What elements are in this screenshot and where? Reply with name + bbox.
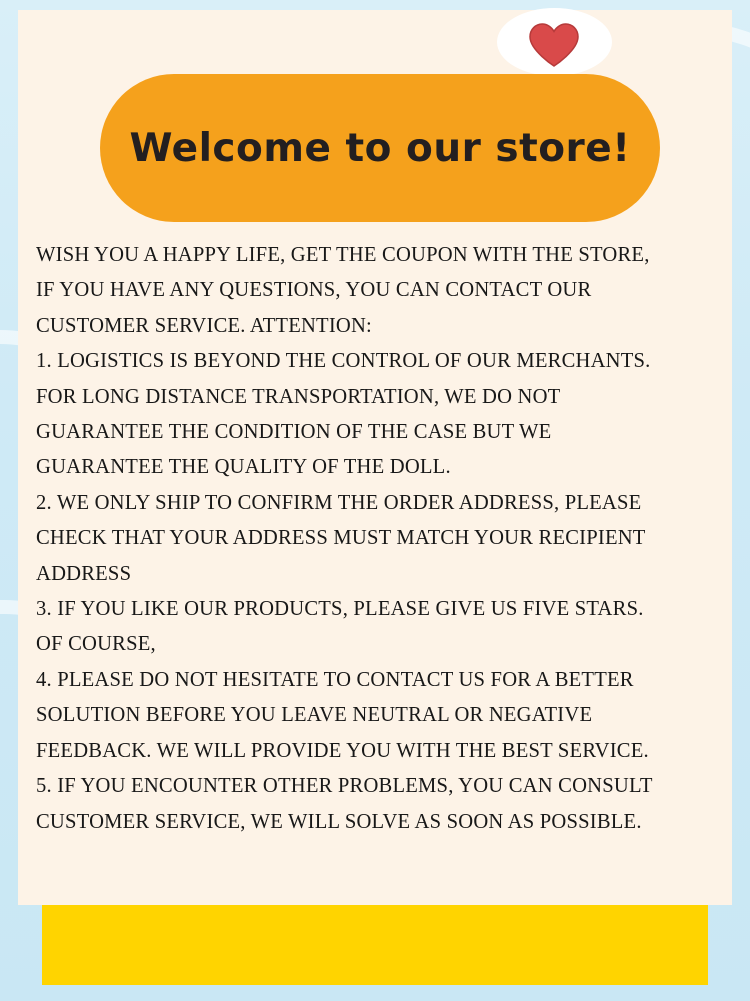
notice-line: 5. IF YOU ENCOUNTER OTHER PROBLEMS, YOU CAN CONSULT bbox=[36, 775, 653, 798]
notice-line: FOR LONG DISTANCE TRANSPORTATION, WE DO NOT bbox=[36, 385, 561, 408]
notice-body bbox=[36, 238, 726, 840]
notice-line: IF YOU HAVE ANY QUESTIONS, YOU CAN CONTACT OUR bbox=[36, 279, 592, 302]
welcome-banner bbox=[100, 74, 660, 222]
notice-line: SOLUTION BEFORE YOU LEAVE NEUTRAL OR NEGATIVE bbox=[36, 704, 593, 727]
notice-line: WISH YOU A HAPPY LIFE, GET THE COUPON WITH THE STORE, bbox=[36, 244, 650, 266]
notice-line: ADDRESS bbox=[36, 562, 132, 585]
notice-line: CHECK THAT YOUR ADDRESS MUST MATCH YOUR RECIPIENT bbox=[36, 527, 646, 550]
notice-line: OF COURSE, bbox=[36, 633, 156, 656]
notice-line: 4. PLEASE DO NOT HESITATE TO CONTACT US FOR A BETTER bbox=[36, 668, 634, 691]
notice-line: CUSTOMER SERVICE. ATTENTION: bbox=[36, 314, 372, 337]
notice-line: FEEDBACK. WE WILL PROVIDE YOU WITH THE BEST SERVICE. bbox=[36, 739, 649, 762]
notice-line: 3. IF YOU LIKE OUR PRODUCTS, PLEASE GIVE US FIVE STARS. bbox=[36, 598, 644, 621]
heart-icon bbox=[528, 22, 580, 68]
notice-line: 2. WE ONLY SHIP TO CONFIRM THE ORDER ADDRESS, PLEASE bbox=[36, 491, 642, 514]
notice-line: 1. LOGISTICS IS BEYOND THE CONTROL OF OUR MERCHANTS. bbox=[36, 350, 651, 373]
notice-line: CUSTOMER SERVICE, WE WILL SOLVE AS SOON AS POSSIBLE. bbox=[36, 810, 642, 833]
bottom-yellow-band bbox=[42, 905, 708, 985]
notice-line: GUARANTEE THE CONDITION OF THE CASE BUT WE bbox=[36, 421, 552, 444]
welcome-title: Welcome to our store! bbox=[129, 125, 631, 171]
notice-line: GUARANTEE THE QUALITY OF THE DOLL. bbox=[36, 456, 451, 479]
